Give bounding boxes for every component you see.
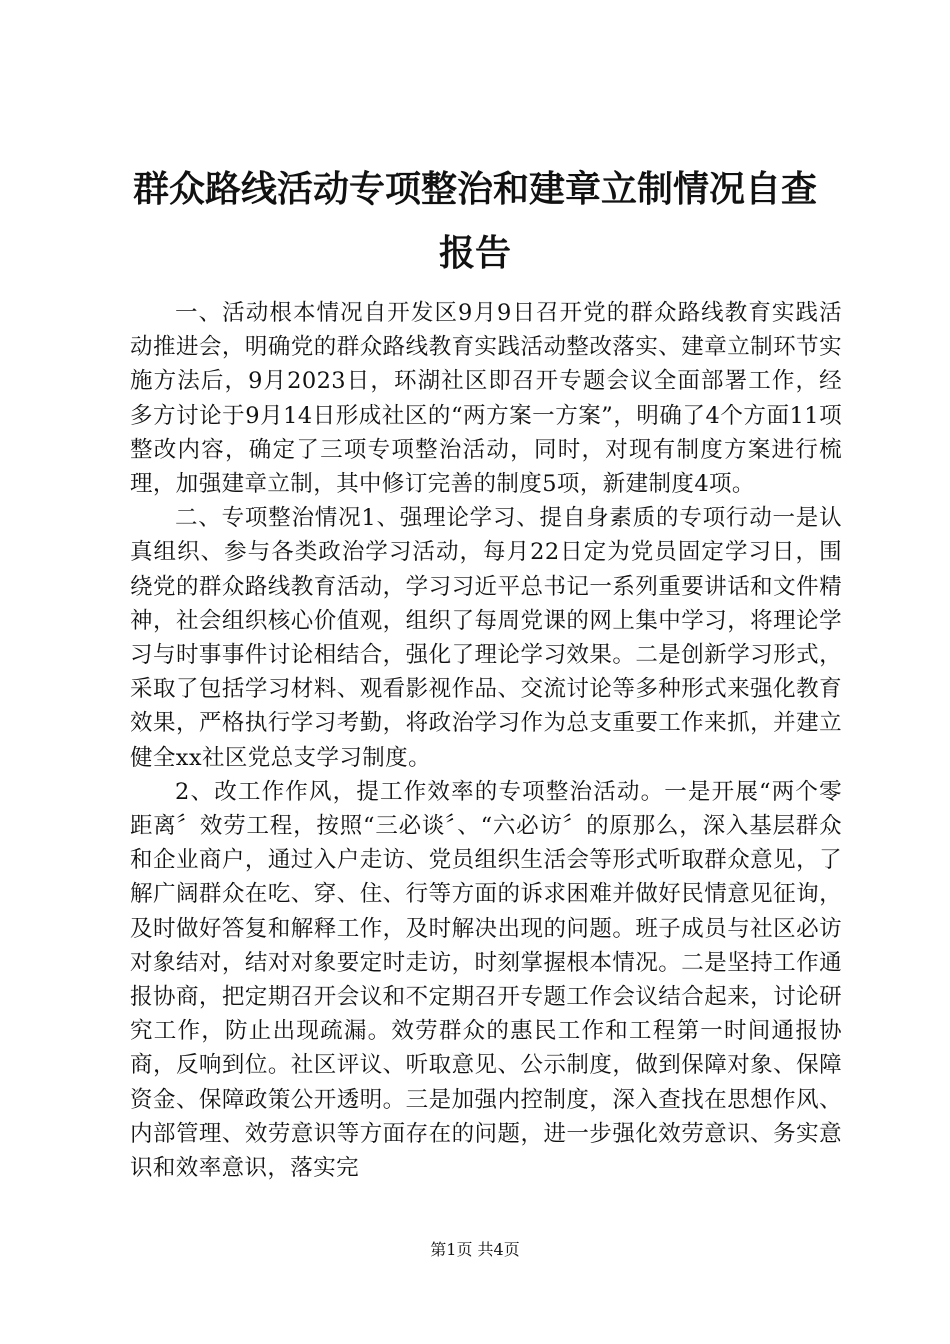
document-body [130, 296, 842, 1185]
paragraph-special-rectification: 二、专项整治情况1、强理论学习、提自身素质的专项行动一是认真组织、参与各类政治学习活动，每月22日定为党员固定学习日，围绕党的群众路线教育活动，学习习近平总书记一系列重要讲话和文件精神，社会组织核心价值观，组织了每周党课的网上集中学习，将理论学习与时事事件讨论相结合，强化了理论学习效果。二是创新学习形式，采取了包括学习材料、观看影视作品、交流讨论等多种形式来强化教育效果，严格执行学习考勤，将政治学习作为总支重要工作来抓，并建立健全xx社区党总支学习制度。 [130, 505, 842, 771]
document-title: 群众路线活动专项整治和建章立制情况自查报告 [132, 169, 817, 274]
paragraph-work-style: 2、改工作作风，提工作效率的专项整治活动。一是开展“两个零距离〞效劳工程，按照“三必谈〞、“六必访〞的原那么，深入基层群众和企业商户，通过入户走访、党员组织生活会等形式听取群众意见，了解广阔群众在吃、穿、住、行等方面的诉求困难并做好民情意见征询，及时做好答复和解释工作，及时解决出现的问题。班子成员与社区必访对象结对，结对对象要定时走访，时刻掌握根本情况。二是坚持工作通报协商，把定期召开会议和不定期召开专题工作会议结合起来，讨论研究工作，防止出现疏漏。效劳群众的惠民工作和工程第一时间通报协商，反响到位。社区评议、听取意见、公示制度，做到保障对象、保障资金、保障政策公开透明。三是加强内控制度，深入查找在思想作风、内部管理、效劳意识等方面存在的问题，进一步强化效劳意识、务实意识和效率意识，落实完 [130, 778, 842, 1182]
page-footer: 第1页 共4页 [430, 1240, 520, 1259]
paragraph-activity-overview: 一、活动根本情况自开发区9月9日召开党的群众路线教育实践活动推进会，明确党的群众路线教育实践活动整改落实、建章立制环节实施方法后，9月2023日，环湖社区即召开专题会议全面部署工作，经多方讨论于9月14日形成社区的“两方案一方案”，明确了4个方面11项整改内容，确定了三项专项整治活动，同时，对现有制度方案进行梳理，加强建章立制，其中修订完善的制度5项，新建制度4项。 [130, 300, 842, 498]
